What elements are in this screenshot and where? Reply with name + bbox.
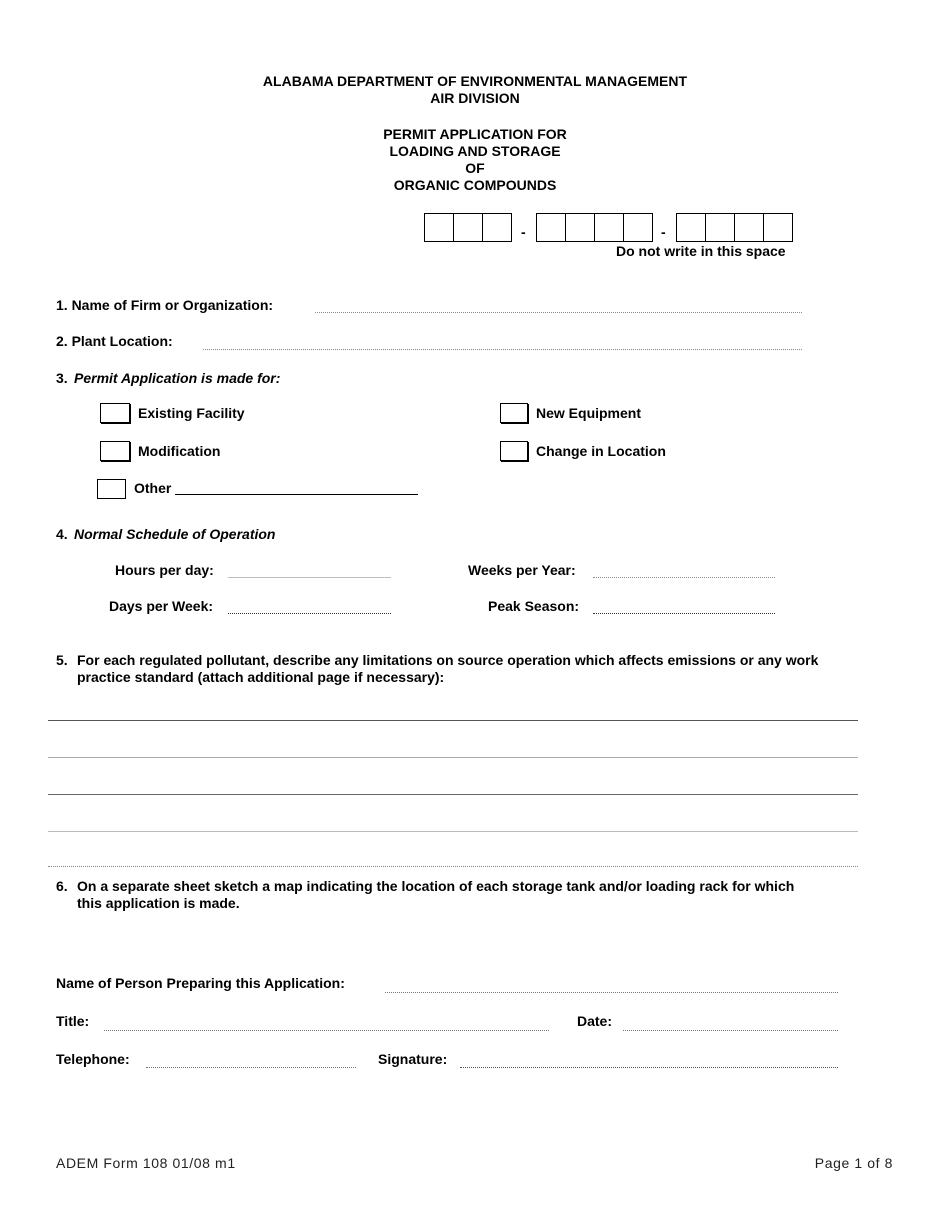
existing-facility-label: Existing Facility	[138, 405, 245, 421]
office-use-note: Do not write in this space	[616, 243, 786, 259]
office-use-cell	[454, 214, 483, 241]
modification-checkbox[interactable]	[100, 441, 130, 461]
preparer-title-field[interactable]	[104, 1030, 549, 1031]
other-label: Other	[134, 480, 172, 496]
limitations-line-1[interactable]	[48, 720, 858, 721]
office-use-cell	[735, 214, 764, 241]
preparer-title-label: Title:	[56, 1013, 90, 1029]
office-use-cell	[677, 214, 706, 241]
date-label: Date:	[577, 1013, 613, 1029]
new-equipment-checkbox[interactable]	[500, 403, 528, 423]
office-use-box-group-1	[424, 213, 512, 242]
modification-label: Modification	[138, 443, 221, 459]
telephone-field[interactable]	[146, 1067, 356, 1068]
office-use-dash-2: -	[661, 224, 666, 240]
form-title-line-3: OF	[465, 160, 485, 176]
signature-field[interactable]	[460, 1067, 838, 1068]
office-use-dash-1: -	[521, 224, 526, 240]
form-title-line-1: PERMIT APPLICATION FOR	[383, 126, 567, 142]
q6-text-line-2: this application is made.	[77, 895, 240, 911]
q6-number: 6.	[56, 878, 68, 894]
division-name: AIR DIVISION	[430, 90, 520, 106]
preparer-name-label: Name of Person Preparing this Application:	[56, 975, 345, 991]
form-number: ADEM Form 108 01/08 m1	[56, 1155, 236, 1171]
firm-name-label: 1. Name of Firm or Organization:	[56, 297, 274, 313]
schedule-label: Normal Schedule of Operation	[74, 526, 276, 542]
office-use-box-group-2	[536, 213, 653, 242]
office-use-cell	[537, 214, 566, 241]
plant-location-field[interactable]	[203, 349, 802, 350]
agency-name: ALABAMA DEPARTMENT OF ENVIRONMENTAL MANAGEMENT	[262, 73, 688, 89]
office-use-cell	[425, 214, 454, 241]
q4-number: 4.	[56, 526, 68, 542]
limitations-line-2[interactable]	[48, 757, 858, 758]
office-use-cell	[624, 214, 652, 241]
hours-per-day-label: Hours per day:	[115, 562, 214, 578]
telephone-label: Telephone:	[56, 1051, 130, 1067]
form-title-line-2: LOADING AND STORAGE	[389, 143, 561, 159]
limitations-line-3[interactable]	[48, 794, 858, 795]
form-title-line-4: ORGANIC COMPOUNDS	[393, 177, 557, 193]
change-in-location-checkbox[interactable]	[500, 441, 528, 461]
change-in-location-label: Change in Location	[536, 443, 666, 459]
existing-facility-checkbox[interactable]	[100, 403, 130, 423]
date-field[interactable]	[623, 1030, 838, 1031]
application-type-label: Permit Application is made for:	[74, 370, 281, 386]
office-use-cell	[706, 214, 735, 241]
other-checkbox[interactable]	[97, 479, 126, 499]
q5-text-line-1: For each regulated pollutant, describe any limitations on source operation which affects emissions or any work	[77, 652, 819, 668]
preparer-name-field[interactable]	[385, 992, 838, 993]
office-use-cell	[566, 214, 595, 241]
office-use-cell	[483, 214, 511, 241]
new-equipment-label: New Equipment	[536, 405, 642, 421]
office-use-box-group-3	[676, 213, 793, 242]
office-use-cell	[595, 214, 624, 241]
q5-number: 5.	[56, 652, 68, 668]
limitations-line-4[interactable]	[48, 831, 858, 832]
hours-per-day-field[interactable]	[228, 577, 391, 578]
days-per-week-field[interactable]	[228, 613, 391, 614]
weeks-per-year-label: Weeks per Year:	[468, 562, 576, 578]
q5-text-line-2: practice standard (attach additional page if necessary):	[77, 669, 445, 685]
other-specify-field[interactable]	[175, 494, 418, 495]
peak-season-field[interactable]	[593, 613, 775, 614]
office-use-cell	[764, 214, 792, 241]
days-per-week-label: Days per Week:	[109, 598, 214, 614]
limitations-line-5[interactable]	[48, 866, 858, 867]
plant-location-label: 2. Plant Location:	[56, 333, 173, 349]
q6-text-line-1: On a separate sheet sketch a map indicating the location of each storage tank and/or loading rack for which	[77, 878, 795, 894]
firm-name-field[interactable]	[315, 312, 802, 313]
page-number: Page 1 of 8	[814, 1155, 893, 1171]
peak-season-label: Peak Season:	[488, 598, 580, 614]
weeks-per-year-field[interactable]	[593, 577, 775, 578]
signature-label: Signature:	[378, 1051, 448, 1067]
q3-number: 3.	[56, 370, 68, 386]
